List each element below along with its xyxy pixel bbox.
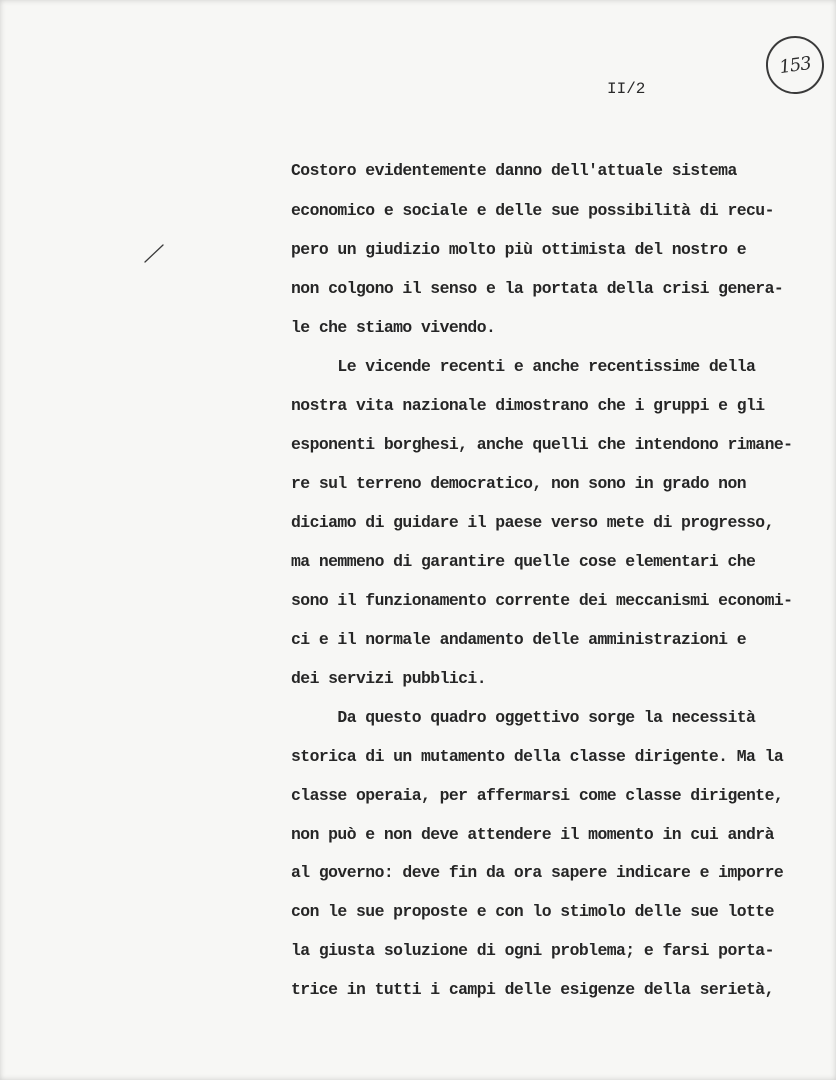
text-line: nostra vita nazionale dimostrano che i gruppi e gli: [291, 396, 765, 415]
text-line: storica di un mutamento della classe dirigente. Ma la: [291, 747, 784, 766]
text-line: ci e il normale andamento delle amministrazioni e: [291, 630, 747, 649]
archive-page-number-stamp: [762, 32, 828, 98]
text-line: Da questo quadro oggettivo sorge la necessità: [291, 708, 756, 727]
text-line: esponenti borghesi, anche quelli che intendono rimane-: [291, 435, 793, 454]
text-line: sono il funzionamento corrente dei meccanismi economi-: [291, 591, 793, 610]
text-line: le che stiamo vivendo.: [291, 318, 496, 337]
text-line: Costoro evidentemente danno dell'attuale sistema: [291, 161, 737, 180]
margin-slash-mark-icon: [143, 242, 165, 264]
text-line: la giusta soluzione di ogni problema; e farsi porta-: [291, 941, 774, 960]
text-line: trice in tutti i campi delle esigenze della serietà,: [291, 980, 774, 999]
text-line: non può e non deve attendere il momento in cui andrà: [291, 825, 774, 844]
text-line: ma nemmeno di garantire quelle cose elementari che: [291, 552, 756, 571]
archive-page-number: 153: [778, 52, 812, 78]
text-line: pero un giudizio molto più ottimista del nostro e: [291, 240, 747, 259]
text-line: con le sue proposte e con lo stimolo delle sue lotte: [291, 902, 774, 921]
text-line: Le vicende recenti e anche recentissime della: [291, 357, 756, 376]
text-line: classe operaia, per affermarsi come classe dirigente,: [291, 786, 784, 805]
text-line: economico e sociale e delle sue possibilità di recu-: [291, 201, 774, 220]
page-reference: II/2: [607, 80, 646, 98]
text-line: diciamo di guidare il paese verso mete di progresso,: [291, 513, 774, 532]
text-line: re sul terreno democratico, non sono in grado non: [291, 474, 747, 493]
text-line: non colgono il senso e la portata della crisi genera-: [291, 279, 784, 298]
text-line: al governo: deve fin da ora sapere indicare e imporre: [291, 863, 784, 882]
text-line: dei servizi pubblici.: [291, 669, 487, 688]
